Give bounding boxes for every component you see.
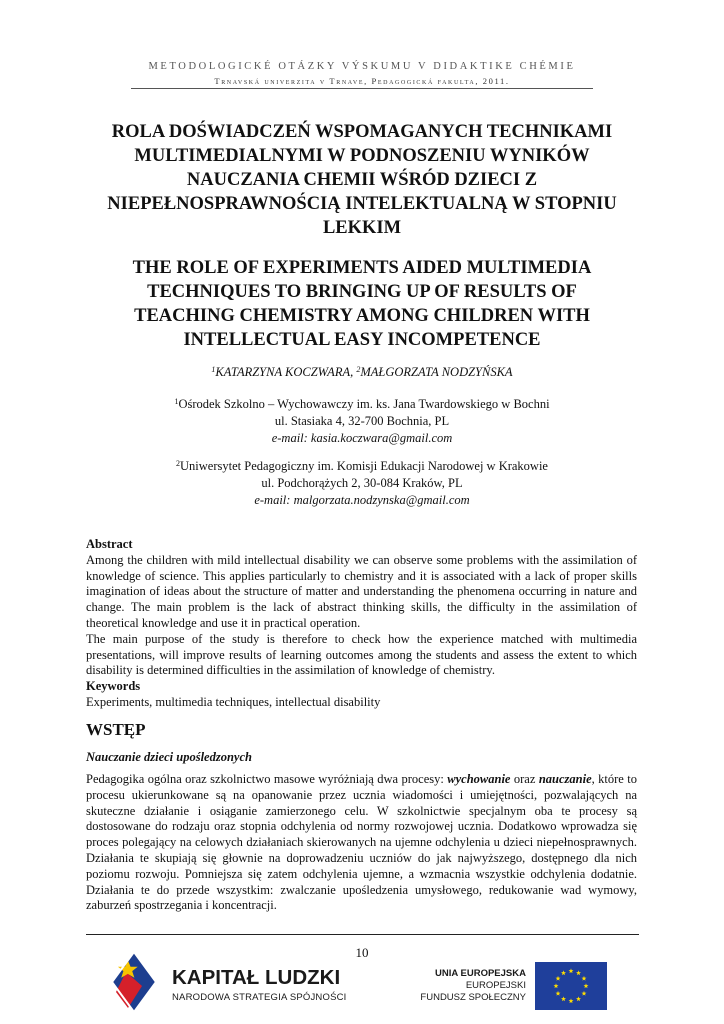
subsection-heading: Nauczanie dzieci upośledzonych <box>86 750 252 764</box>
title-pl-line: NIEPEŁNOSPRAWNOŚCIĄ INTELEKTUALNĄ W STOPNIU <box>107 194 617 214</box>
keywords-heading: Keywords <box>86 679 141 694</box>
title-pl-line: LEKKIM <box>322 218 402 238</box>
affil2-name: Uniwersytet Pedagogiczny im. Komisji Edukacji Narodowej w Krakowie <box>180 459 548 473</box>
author2-sup: 2 <box>356 365 361 374</box>
term-nauczanie: nauczanie <box>538 772 592 786</box>
eu-label <box>416 968 526 1004</box>
abstract-heading: Abstract <box>86 537 133 551</box>
eu-line: EUROPEJSKI <box>465 980 526 991</box>
running-header-institution: Trnavská univerzita v Trnave, Pedagogická fakulta, 2011. <box>214 76 510 86</box>
abstract-paragraph: The main purpose of the study is therefore to check how the experience matched with multimedia presentations, will improve results of learning outcomes among the students and assess the extent to which disability is determined difficulties in the assimilation of knowledge of chemistry. <box>86 631 637 678</box>
eu-line: FUNDUSZ SPOŁECZNY <box>420 992 526 1003</box>
abstract-paragraph: Among the children with mild intellectual disability we can observe some problems with the assimilation of knowledge of science. This applies particularly to chemistry and it is associated with a lack of proper skills imagination of ideas about the structure of matter and understanding the phenomena occurring in nature and change. The main problem is the lack of abstract thinking skills, the difficulty in the assimilation of theoretical knowledge and use it in practical operation. <box>86 552 637 630</box>
title-en-line: THE ROLE OF EXPERIMENTS AIDED MULTIMEDIA <box>132 258 592 278</box>
author1-sup: 1 <box>211 365 216 374</box>
term-wychowanie: wychowanie <box>447 772 511 786</box>
intro-text: Pedagogika ogólna oraz szkolnictwo masowe wyróżniają dwa procesy: <box>86 772 448 786</box>
title-pl-line: MULTIMEDIALNYMI W PODNOSZENIU WYNIKÓW <box>134 146 590 166</box>
header-rule <box>131 88 593 89</box>
affiliation-2 <box>0 458 724 509</box>
kl-title: KAPITAŁ LUDZKI <box>172 966 341 989</box>
kapital-ludzki-logo <box>108 948 160 1016</box>
title-en-line: TEACHING CHEMISTRY AMONG CHILDREN WITH <box>134 306 590 326</box>
title-en-line: TECHNIQUES TO BRINGING UP OF RESULTS OF <box>147 282 577 302</box>
section-heading: WSTĘP <box>86 720 146 739</box>
title-pl-line: ROLA DOŚWIADCZEŃ WSPOMAGANYCH TECHNIKAMI <box>111 122 613 142</box>
abstract-section <box>86 537 637 711</box>
affil2-address: ul. Podchorążych 2, 30-084 Kraków, PL <box>261 476 463 490</box>
affil1-name: Ośrodek Szkolno – Wychowawczy im. ks. Jana Twardowskiego w Bochni <box>178 397 550 411</box>
intro-text: oraz <box>510 772 539 786</box>
running-header-journal: METODOLOGICKÉ OTÁZKY VÝSKUMU V DIDAKTIKE CHÉMIE <box>148 61 576 72</box>
eu-line: UNIA EUROPEJSKA <box>435 968 526 979</box>
author-list <box>0 365 724 380</box>
affil2-email: e-mail: malgorzata.nodzynska@gmail.com <box>254 493 470 507</box>
eu-flag-icon <box>535 962 607 1010</box>
affiliation-1 <box>0 396 724 447</box>
title-english <box>70 256 654 352</box>
keywords-text: Experiments, multimedia techniques, intellectual disability <box>86 694 381 709</box>
intro-paragraph <box>86 772 637 914</box>
kl-subtitle: NARODOWA STRATEGIA SPÓJNOŚCI <box>172 992 347 1003</box>
footer-rule <box>86 934 639 935</box>
affil1-email: e-mail: kasia.koczwara@gmail.com <box>271 431 453 445</box>
page-number: 10 <box>355 945 369 960</box>
affil1-sup: 1 <box>174 397 179 406</box>
title-polish <box>70 120 654 240</box>
affil1-address: ul. Stasiaka 4, 32-700 Bochnia, PL <box>274 414 450 428</box>
affil2-sup: 2 <box>176 459 181 468</box>
title-en-line: INTELLECTUAL EASY INCOMPETENCE <box>183 330 541 350</box>
author2: MAŁGORZATA NODZYŃSKA <box>360 365 513 379</box>
author1: KATARZYNA KOCZWARA, <box>215 365 357 379</box>
intro-text: , które to procesu ukierunkowane są na opanowanie przez ucznia wiadomości i umiejętności, pozwalających na skuteczne działanie i osiąganie zamierzonego celu. W szkolnictwie specjalnym oba te procesy są dostosowane do rodzaju oraz stopnia odchylenia od normy rozwojowej ucznia. Dodatkowo wprowadza się proces polegający na celowych działaniach skierowanych na ujemne odchylenia u dzieci niepełnosprawnych. Działania te skupiają się głownie na doprowadzeniu uczniów do jak najwyższego, dostępnego dla nich poziomu rozwoju. Pomniejsza się zatem odchylenia ujemne, a wzmacnia wszystkie odchylenia dodatnie. Działania te do przede wszystkim: zwalczanie upośledzenia umysłowego, redukowanie wad wymowy, zaburzeń spostrzegania i koncentracji. <box>86 772 637 913</box>
title-pl-line: NAUCZANIA CHEMII WŚRÓD DZIECI Z <box>186 170 538 190</box>
